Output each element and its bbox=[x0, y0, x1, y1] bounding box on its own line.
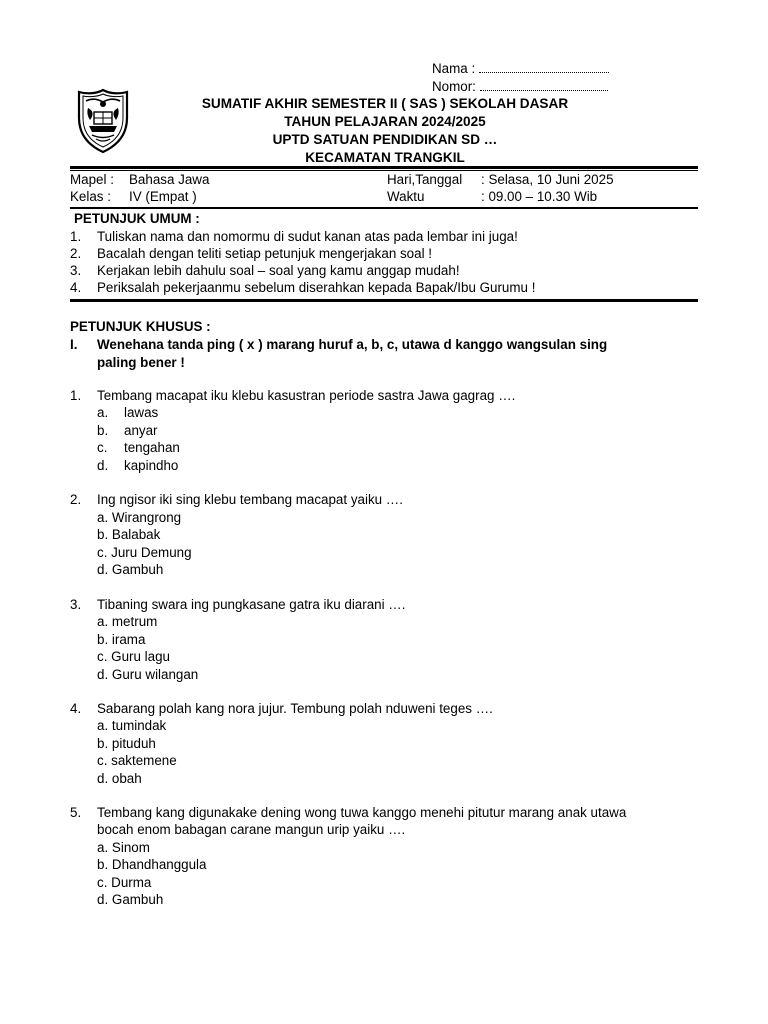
question-number: 2. bbox=[70, 492, 82, 507]
option-text: Wirangrong bbox=[111, 510, 182, 525]
option-text: pituduh bbox=[111, 736, 156, 751]
question-number: 1. bbox=[70, 388, 82, 403]
option-text: Durma bbox=[111, 875, 152, 890]
question-1 bbox=[70, 388, 700, 478]
option-line[interactable] bbox=[97, 510, 700, 525]
option-letter[interactable]: c. bbox=[97, 545, 108, 560]
option-letter[interactable]: b. bbox=[97, 736, 109, 751]
option-line[interactable] bbox=[97, 614, 700, 629]
option-text: Dhandhanggula bbox=[111, 857, 207, 872]
option-line[interactable] bbox=[97, 545, 700, 560]
list-item-text: Kerjakan lebih dahulu soal – soal yang kamu anggap mudah! bbox=[97, 263, 460, 278]
section-line-2: paling bener ! bbox=[97, 355, 185, 370]
list-item bbox=[70, 229, 700, 246]
title-line-1: SUMATIF AKHIR SEMESTER II ( SAS ) SEKOLAH DASAR bbox=[201, 96, 569, 111]
option-letter[interactable]: a. bbox=[97, 614, 109, 629]
list-item-text: Periksalah pekerjaanmu sebelum diserahkan kepada Bapak/Ibu Gurumu ! bbox=[97, 280, 536, 295]
option-text: metrum bbox=[111, 614, 158, 629]
option-text: Sinom bbox=[111, 840, 150, 855]
option-letter[interactable]: b. bbox=[97, 423, 109, 438]
option-text: Gambuh bbox=[111, 892, 164, 907]
option-line[interactable] bbox=[97, 840, 700, 855]
option-text: Guru wilangan bbox=[111, 667, 199, 682]
section-rule bbox=[70, 299, 698, 302]
option-text: saktemene bbox=[111, 753, 177, 768]
option-letter[interactable]: d. bbox=[97, 892, 109, 907]
mapel-value: Bahasa Jawa bbox=[129, 172, 210, 187]
option-text: Balabak bbox=[111, 527, 161, 542]
list-item bbox=[70, 246, 700, 263]
option-letter[interactable]: d. bbox=[97, 562, 109, 577]
number-blank[interactable] bbox=[480, 81, 608, 91]
option-line[interactable] bbox=[97, 875, 700, 890]
question-5 bbox=[70, 805, 700, 915]
option-line[interactable] bbox=[97, 771, 700, 786]
option-line[interactable] bbox=[97, 527, 700, 542]
option-letter[interactable]: a. bbox=[97, 405, 109, 420]
petunjuk-umum-heading: PETUNJUK UMUM : bbox=[74, 211, 200, 226]
name-blank[interactable] bbox=[479, 63, 609, 73]
title-line-4: KECAMATAN TRANGKIL bbox=[305, 150, 465, 165]
number-label: Nomor: bbox=[432, 79, 476, 94]
title-line-2: TAHUN PELAJARAN 2024/2025 bbox=[284, 114, 486, 129]
option-letter[interactable]: a. bbox=[97, 510, 109, 525]
list-item bbox=[70, 280, 700, 297]
option-letter[interactable]: d. bbox=[97, 458, 109, 473]
option-line[interactable] bbox=[97, 562, 700, 577]
option-text: obah bbox=[111, 771, 142, 786]
header-rule-thick bbox=[70, 166, 698, 169]
petunjuk-khusus-heading: PETUNJUK KHUSUS : bbox=[70, 319, 211, 334]
regency-emblem-icon bbox=[76, 88, 130, 154]
option-line[interactable] bbox=[97, 718, 700, 733]
option-line[interactable] bbox=[97, 632, 700, 647]
option-letter[interactable]: c. bbox=[97, 649, 108, 664]
list-item-number: 1. bbox=[70, 229, 82, 244]
name-field[interactable] bbox=[432, 61, 609, 76]
option-letter[interactable]: a. bbox=[97, 840, 109, 855]
section-instruction bbox=[70, 337, 700, 373]
option-text: tengahan bbox=[124, 440, 180, 455]
list-item-text: Bacalah dengan teliti setiap petunjuk mengerjakan soal ! bbox=[97, 246, 432, 261]
question-text: Sabarang polah kang nora jujur. Tembung polah nduweni teges …. bbox=[97, 701, 493, 716]
info-rule bbox=[70, 207, 698, 209]
question-text-continued: bocah enom babagan carane mangun urip yaiku …. bbox=[97, 822, 406, 837]
question-text: Tembang macapat iku klebu kasustran periode sastra Jawa gagrag …. bbox=[97, 388, 516, 403]
question-number: 4. bbox=[70, 701, 82, 716]
kelas-label: Kelas : bbox=[70, 189, 111, 204]
option-letter[interactable]: c. bbox=[97, 875, 108, 890]
title-line-3: UPTD SATUAN PENDIDIKAN SD … bbox=[272, 132, 498, 147]
option-text: tumindak bbox=[111, 718, 167, 733]
option-line[interactable] bbox=[97, 857, 700, 872]
option-letter[interactable]: d. bbox=[97, 771, 109, 786]
option-letter[interactable]: b. bbox=[97, 632, 109, 647]
option-line[interactable] bbox=[97, 892, 700, 907]
option-text: Guru lagu bbox=[111, 649, 170, 664]
option-line[interactable] bbox=[97, 753, 700, 768]
list-item bbox=[70, 263, 700, 280]
kelas-value: IV (Empat ) bbox=[129, 189, 197, 204]
list-item-number: 3. bbox=[70, 263, 82, 278]
option-text: kapindho bbox=[124, 458, 179, 473]
option-letter[interactable]: c. bbox=[97, 440, 108, 455]
list-item-number: 4. bbox=[70, 280, 82, 295]
hari-value: : Selasa, 10 Juni 2025 bbox=[481, 172, 614, 187]
option-text: irama bbox=[111, 632, 146, 647]
question-number: 3. bbox=[70, 597, 82, 612]
question-text: Tibaning swara ing pungkasane gatra iku diarani …. bbox=[97, 597, 406, 612]
question-text: Tembang kang digunakake dening wong tuwa kanggo menehi pitutur marang anak utawa bbox=[97, 805, 627, 820]
name-label: Nama : bbox=[432, 61, 476, 76]
option-letter[interactable]: b. bbox=[97, 857, 109, 872]
option-text: Gambuh bbox=[111, 562, 164, 577]
question-number: 5. bbox=[70, 805, 82, 820]
list-item-text: Tuliskan nama dan nomormu di sudut kanan atas pada lembar ini juga! bbox=[97, 229, 518, 244]
number-field[interactable] bbox=[432, 79, 608, 94]
mapel-label: Mapel : bbox=[70, 172, 114, 187]
option-text: lawas bbox=[124, 405, 159, 420]
section-number: I. bbox=[70, 337, 78, 352]
option-letter[interactable]: c. bbox=[97, 753, 108, 768]
waktu-value: : 09.00 – 10.30 Wib bbox=[481, 189, 598, 204]
question-3 bbox=[70, 597, 700, 687]
section-line-1: Wenehana tanda ping ( x ) marang huruf a, b, c, utawa d kanggo wangsulan sing bbox=[97, 337, 608, 352]
header-rule-thin bbox=[70, 170, 698, 171]
option-line[interactable] bbox=[97, 736, 700, 751]
option-line[interactable] bbox=[97, 649, 700, 664]
option-text: anyar bbox=[124, 423, 158, 438]
waktu-label: Waktu bbox=[387, 189, 425, 204]
hari-label: Hari,Tanggal bbox=[387, 172, 463, 187]
list-item-number: 2. bbox=[70, 246, 82, 261]
option-letter[interactable]: d. bbox=[97, 667, 109, 682]
question-2 bbox=[70, 492, 700, 582]
question-text: Ing ngisor iki sing klebu tembang macapat yaiku …. bbox=[97, 492, 403, 507]
option-text: Juru Demung bbox=[111, 545, 192, 560]
option-line[interactable] bbox=[97, 667, 700, 682]
option-letter[interactable]: a. bbox=[97, 718, 109, 733]
option-letter[interactable]: b. bbox=[97, 527, 109, 542]
question-4 bbox=[70, 701, 700, 791]
